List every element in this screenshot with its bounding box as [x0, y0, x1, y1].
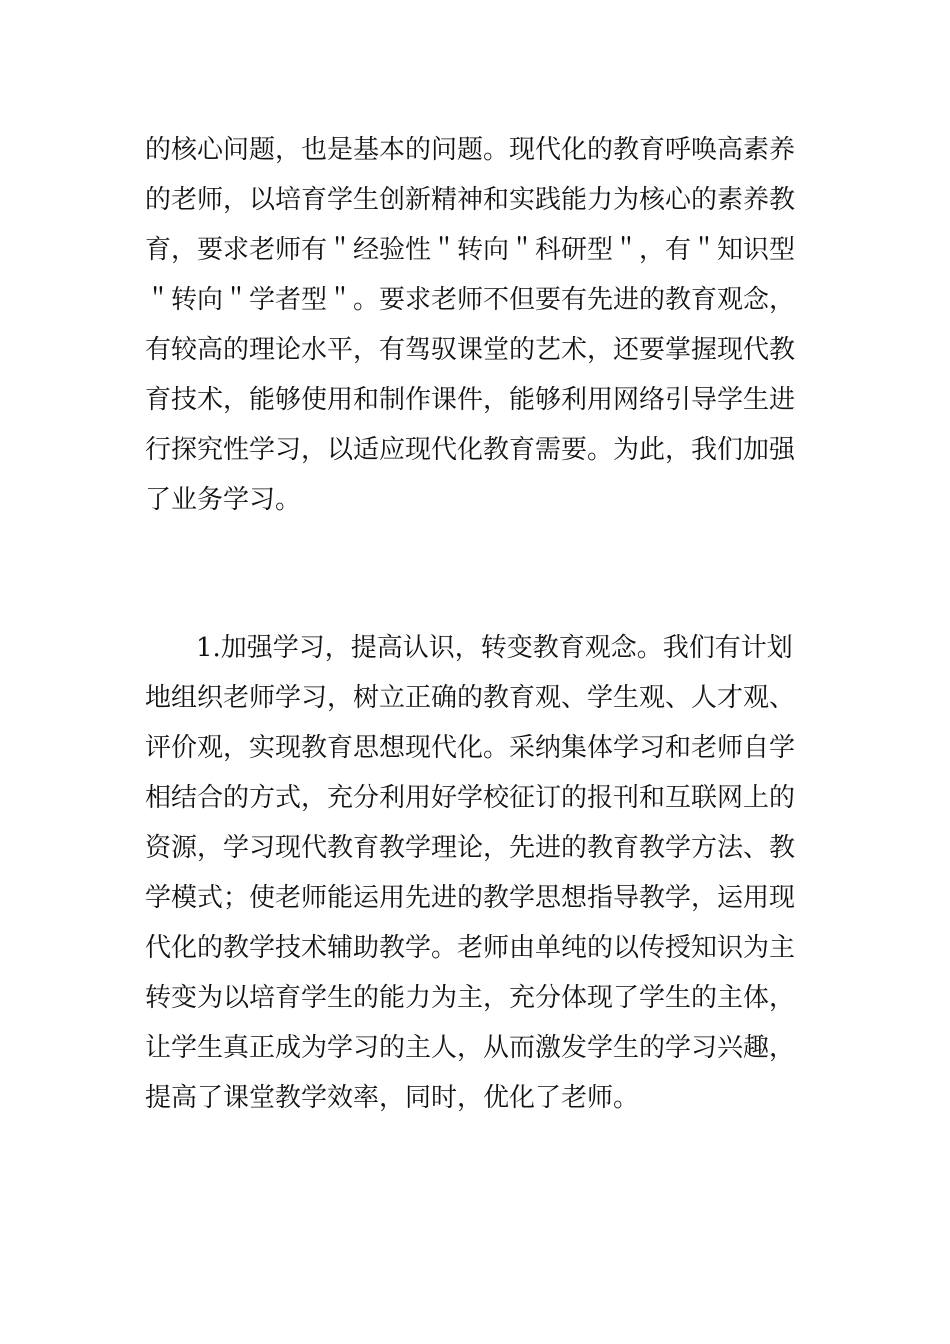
paragraph-line: 行探究性学习，以适应现代化教育需要。为此，我们加强 [145, 435, 796, 465]
paragraph-line: 资源，学习现代教育教学理论，先进的教育教学方法、教 [145, 833, 796, 863]
paragraph-line: ＂转向＂学者型＂。要求老师不但要有先进的教育观念， [145, 285, 796, 315]
paragraph-line: 提高了课堂教学效率，同时，优化了老师。 [145, 1083, 640, 1113]
paragraph-line: 代化的教学技术辅助教学。老师由单纯的以传授知识为主 [145, 933, 796, 963]
paragraph-line: 的核心问题，也是基本的问题。现代化的教育呼唤高素养 [145, 135, 796, 165]
paragraph-line: 学模式；使老师能运用先进的教学思想指导教学，运用现 [145, 883, 796, 913]
paragraph-line: 的老师，以培育学生创新精神和实践能力为核心的素养教 [145, 185, 796, 215]
paragraph-line: 让学生真正成为学习的主人，从而激发学生的学习兴趣， [145, 1033, 796, 1063]
paragraph-line: 地组织老师学习，树立正确的教育观、学生观、人才观、 [145, 683, 796, 713]
paragraph-line: 育技术，能够使用和制作课件，能够利用网络引导学生进 [145, 385, 796, 415]
paragraph-line: 转变为以培育学生的能力为主，充分体现了学生的主体， [145, 983, 796, 1013]
paragraph-line: 了业务学习。 [145, 485, 302, 515]
paragraph-line: 有较高的理论水平，有驾驭课堂的艺术，还要掌握现代教 [145, 335, 796, 365]
paragraph-line: 育，要求老师有＂经验性＂转向＂科研型＂，有＂知识型 [145, 235, 796, 265]
paragraph-line: 相结合的方式，充分利用好学校征订的报刊和互联网上的 [145, 783, 796, 813]
paragraph-line: 评价观，实现教育思想现代化。采纳集体学习和老师自学 [145, 733, 796, 763]
paragraph-line: 1.加强学习，提高认识，转变教育观念。我们有计划 [196, 633, 793, 663]
